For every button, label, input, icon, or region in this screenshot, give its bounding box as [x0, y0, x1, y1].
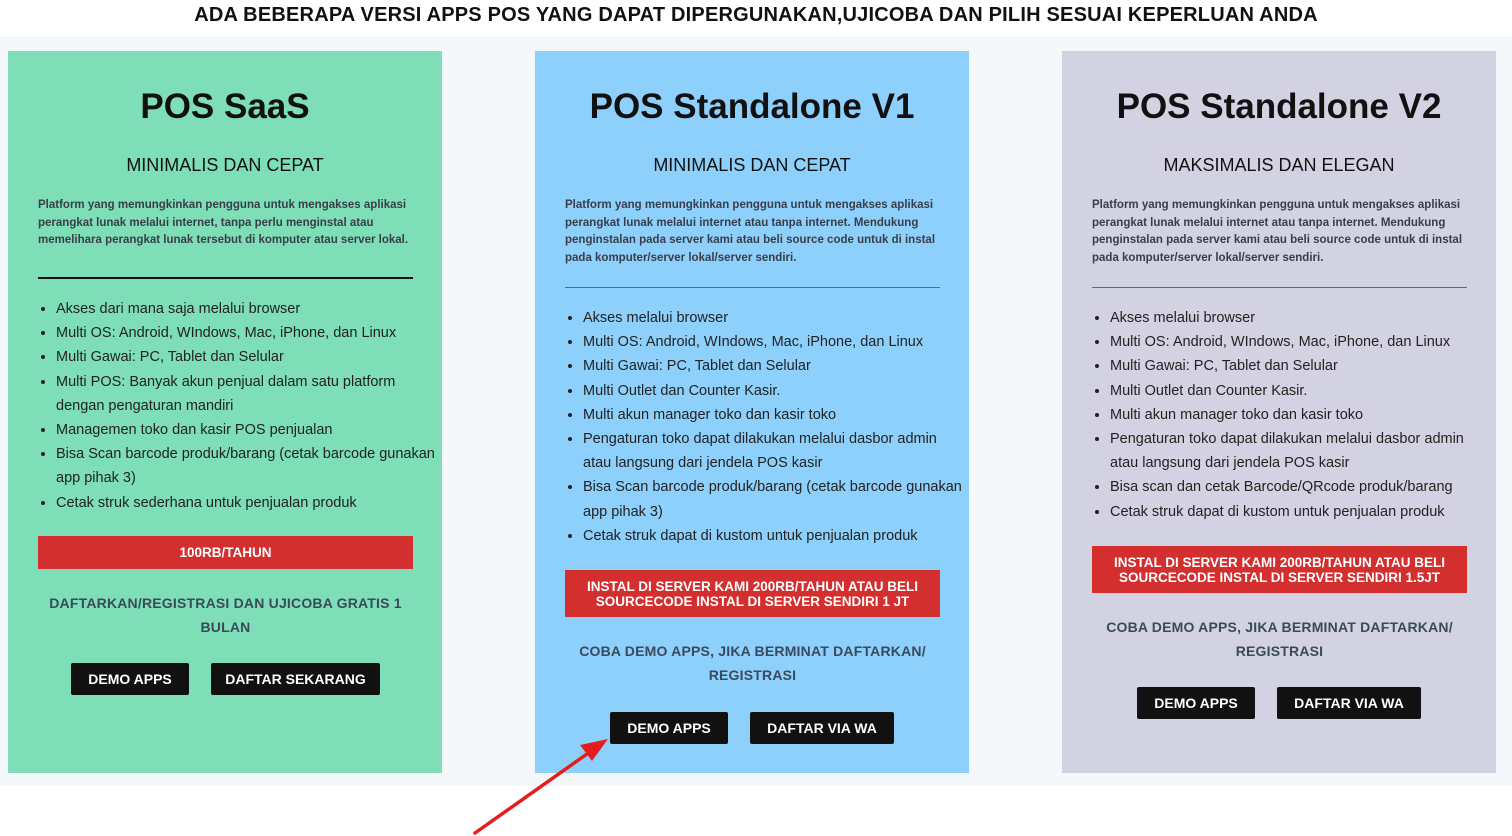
demo-apps-button[interactable]: DEMO APPS: [1137, 687, 1255, 719]
card-title: POS Standalone V1: [589, 87, 915, 126]
list-item: • Multi OS: Android, WIndows, Mac, iPhone, dan Linux: [583, 330, 968, 354]
list-item: • Multi OS: Android, WIndows, Mac, iPhone, dan Linux: [56, 321, 441, 345]
feature-list: [565, 306, 968, 548]
list-item: • Multi Outlet dan Counter Kasir.: [1110, 379, 1495, 403]
card-divider: [38, 277, 413, 279]
list-item: • Pengaturan toko dapat dilakukan melalui dasbor admin atau langsung dari jendela POS kasir: [1110, 427, 1495, 475]
card-pos-standalone-v1: [535, 51, 969, 773]
list-item: • Multi akun manager toko dan kasir toko: [1110, 403, 1495, 427]
cta-text: DAFTARKAN/REGISTRASI DAN UJICOBA GRATIS 1 BULAN: [49, 595, 402, 635]
list-item: • Cetak struk dapat di kustom untuk penjualan produk: [583, 524, 968, 548]
list-item: • Akses dari mana saja melalui browser: [56, 297, 441, 321]
list-item: • Cetak struk dapat di kustom untuk penjualan produk: [1110, 500, 1495, 524]
list-item: • Bisa Scan barcode produk/barang (cetak barcode gunakan app pihak 3): [56, 442, 441, 490]
list-item: • Multi Gawai: PC, Tablet dan Selular: [583, 354, 968, 378]
list-item: • Akses melalui browser: [1110, 306, 1495, 330]
price-badge: INSTAL DI SERVER KAMI 200RB/TAHUN ATAU BELI SOURCECODE INSTAL DI SERVER SENDIRI 1 JT: [565, 570, 940, 617]
list-item: • Managemen toko dan kasir POS penjualan: [56, 418, 441, 442]
feature-list: [1092, 306, 1495, 524]
card-pos-standalone-v2: [1062, 51, 1496, 773]
list-item: • Multi Gawai: PC, Tablet dan Selular: [1110, 354, 1495, 378]
card-title: POS Standalone V2: [1116, 87, 1442, 126]
list-item: • Multi Gawai: PC, Tablet dan Selular: [56, 345, 441, 369]
card-description: Platform yang memungkinkan pengguna untuk mengakses aplikasi perangkat lunak melalui internet, tanpa perlu menginstal atau memelihara perangkat lunak tersebut di komputer atau server lokal.: [38, 199, 409, 246]
list-item: • Bisa scan dan cetak Barcode/QRcode produk/barang: [1110, 475, 1495, 499]
list-item: • Pengaturan toko dapat dilakukan melalui dasbor admin atau langsung dari jendela POS kasir: [583, 427, 968, 475]
cta-text: COBA DEMO APPS, JIKA BERMINAT DAFTARKAN/ REGISTRASI: [1106, 619, 1453, 659]
demo-apps-button[interactable]: DEMO APPS: [610, 712, 728, 744]
card-divider: [565, 287, 940, 288]
card-subtitle: MINIMALIS DAN CEPAT: [653, 155, 851, 175]
list-item: • Multi akun manager toko dan kasir toko: [583, 403, 968, 427]
feature-list: [38, 297, 441, 515]
list-item: • Cetak struk sederhana untuk penjualan produk: [56, 491, 441, 515]
card-subtitle: MINIMALIS DAN CEPAT: [126, 155, 324, 175]
list-item: • Multi OS: Android, WIndows, Mac, iPhone, dan Linux: [1110, 330, 1495, 354]
cta-text: COBA DEMO APPS, JIKA BERMINAT DAFTARKAN/ REGISTRASI: [579, 643, 926, 683]
list-item: • Akses melalui browser: [583, 306, 968, 330]
card-title: POS SaaS: [140, 87, 310, 126]
annotation-arrow-icon: [470, 735, 615, 836]
card-description: Platform yang memungkinkan pengguna untuk mengakses aplikasi perangkat lunak melalui internet atau tanpa internet. Mendukung penginstalan pada server kami atau beli source code untuk di instal pada komputer/server lokal/server sendiri.: [1092, 199, 1463, 264]
demo-apps-button[interactable]: DEMO APPS: [71, 663, 189, 695]
daftar-via-wa-button[interactable]: DAFTAR VIA WA: [1277, 687, 1421, 719]
list-item: • Multi Outlet dan Counter Kasir.: [583, 379, 968, 403]
card-subtitle: MAKSIMALIS DAN ELEGAN: [1163, 155, 1395, 175]
list-item: • Multi POS: Banyak akun penjual dalam satu platform dengan pengaturan mandiri: [56, 370, 441, 418]
card-pos-saas: [8, 51, 442, 773]
page-heading: ADA BEBERAPA VERSI APPS POS YANG DAPAT DIPERGUNAKAN,UJICOBA DAN PILIH SESUAI KEPERLUAN ANDA: [194, 4, 1318, 26]
card-divider: [1092, 287, 1467, 288]
card-description: Platform yang memungkinkan pengguna untuk mengakses aplikasi perangkat lunak melalui internet atau tanpa internet. Mendukung penginstalan pada server kami atau beli source code untuk di instal pada komputer/server lokal/server sendiri.: [565, 199, 936, 264]
list-item: • Bisa Scan barcode produk/barang (cetak barcode gunakan app pihak 3): [583, 475, 968, 523]
daftar-via-wa-button[interactable]: DAFTAR VIA WA: [750, 712, 894, 744]
price-badge: 100RB/TAHUN: [38, 536, 413, 569]
price-badge: INSTAL DI SERVER KAMI 200RB/TAHUN ATAU BELI SOURCECODE INSTAL DI SERVER SENDIRI 1.5JT: [1092, 546, 1467, 593]
daftar-sekarang-button[interactable]: DAFTAR SEKARANG: [211, 663, 380, 695]
